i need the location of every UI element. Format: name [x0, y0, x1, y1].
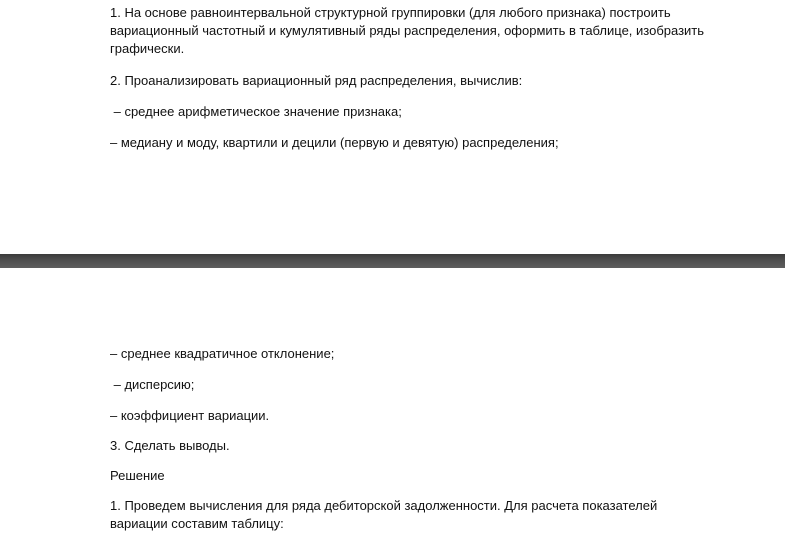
document-page-2 — [0, 268, 785, 549]
text-line: 1. На основе равноинтервальной структурной группировки (для любого признака) построить — [110, 5, 671, 20]
sub-item-variance: – дисперсию; — [110, 377, 195, 392]
page-break-divider — [0, 254, 785, 268]
text-line: 1. Проведем вычисления для ряда дебиторской задолженности. Для расчета показателей — [110, 498, 658, 513]
text-line: графически. — [110, 41, 185, 56]
document-page-1 — [0, 0, 785, 254]
solution-heading: Решение — [110, 468, 165, 483]
sub-item-median-mode: – медиану и моду, квартили и децили (первую и девятую) распределения; — [110, 135, 559, 150]
sub-item-mean: – среднее арифметическое значение признака; — [110, 104, 402, 119]
text-line: вариации составим таблицу: — [110, 516, 284, 531]
task-item-2: 2. Проанализировать вариационный ряд распределения, вычислив: — [110, 73, 523, 88]
text-line: вариационный частотный и кумулятивный ряды распределения, оформить в таблице, изобразить — [110, 23, 705, 38]
sub-item-std-deviation: – среднее квадратичное отклонение; — [110, 346, 335, 361]
solution-paragraph — [110, 497, 750, 533]
task-item-1 — [110, 4, 750, 58]
task-item-3: 3. Сделать выводы. — [110, 438, 230, 453]
sub-item-variation-coefficient: – коэффициент вариации. — [110, 408, 270, 423]
